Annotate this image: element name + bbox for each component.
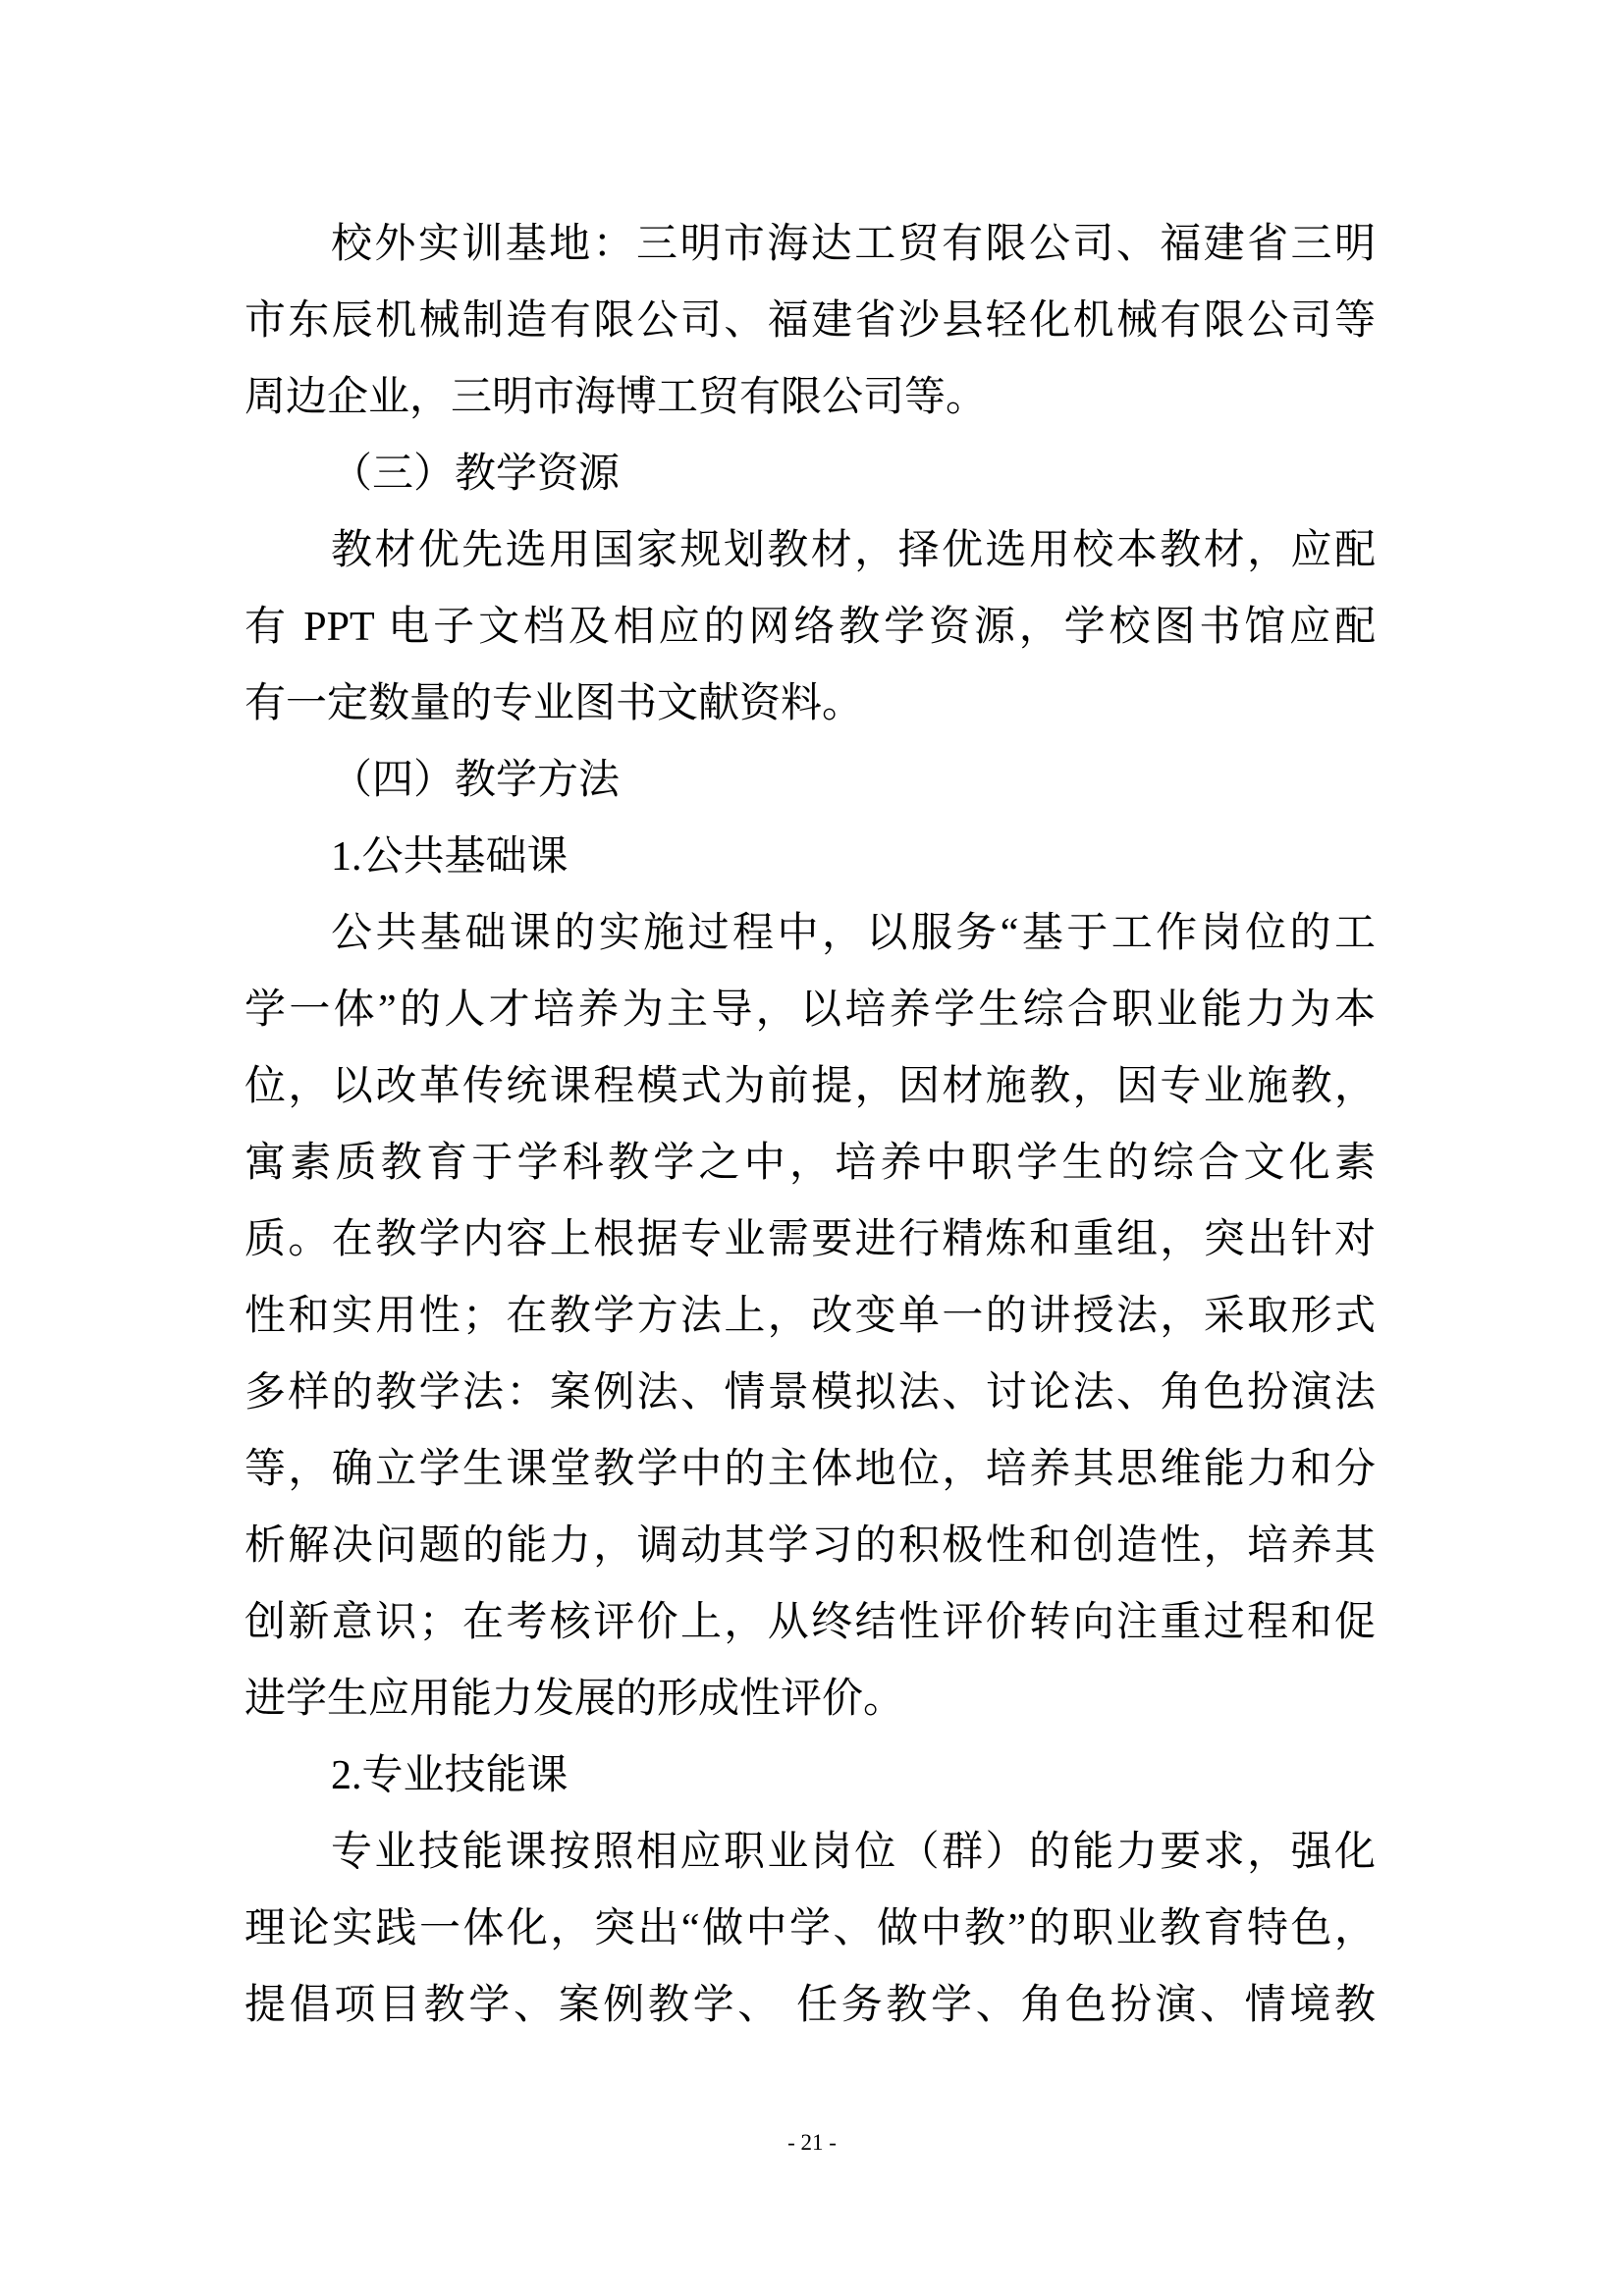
text-line: （三）教学资源 — [331, 452, 621, 497]
text-line: 学一体”的人才培养为主导，以培养学生综合职业能力为本 — [244, 988, 1376, 1033]
text-line: 寓素质教育于学科教学之中，培养中职学生的综合文化素 — [244, 1141, 1376, 1186]
text-line: 多样的教学法：案例法、情景模拟法、讨论法、角色扮演法 — [244, 1370, 1376, 1415]
text-line: 性和实用性；在教学方法上，改变单一的讲授法，采取形式 — [244, 1294, 1376, 1339]
text-line: 专业技能课按照相应职业岗位（群）的能力要求，强化 — [331, 1830, 1376, 1875]
text-line: 进学生应用能力发展的形成性评价。 — [244, 1677, 905, 1722]
text-line: 析解决问题的能力，调动其学习的积极性和创造性，培养其 — [244, 1523, 1376, 1569]
text-line: 1.公共基础课 — [331, 834, 568, 880]
text-line: 校外实训基地：三明市海达工贸有限公司、福建省三明 — [331, 222, 1376, 267]
text-line: 质。在教学内容上根据专业需要进行精炼和重组，突出针对 — [244, 1217, 1376, 1262]
text-line: 2.专业技能课 — [331, 1753, 568, 1798]
text-line: 有一定数量的专业图书文献资料。 — [244, 681, 864, 726]
text-line: 提倡项目教学、案例教学、 任务教学、角色扮演、情境教 — [244, 1983, 1376, 2028]
text-line: 公共基础课的实施过程中，以服务“基于工作岗位的工 — [331, 911, 1376, 956]
text-line: 等，确立学生课堂教学中的主体地位，培养其思维能力和分 — [244, 1447, 1376, 1492]
text-line: 有 PPT 电子文档及相应的网络教学资源，学校图书馆应配 — [244, 605, 1376, 650]
text-line: 市东辰机械制造有限公司、福建省沙县轻化机械有限公司等 — [244, 298, 1376, 344]
text-line: 位，以改革传统课程模式为前提，因材施教，因专业施教， — [244, 1064, 1376, 1109]
text-line: 理论实践一体化，突出“做中学、做中教”的职业教育特色， — [244, 1906, 1376, 1951]
page-number: - 21 - — [787, 2130, 837, 2155]
text-line: 创新意识；在考核评价上，从终结性评价转向注重过程和促 — [244, 1600, 1376, 1645]
document-body — [244, 206, 1376, 2044]
text-line: （四）教学方法 — [331, 758, 621, 803]
text-line: 教材优先选用国家规划教材，择优选用校本教材，应配 — [331, 528, 1376, 573]
text-line: 周边企业，三明市海博工贸有限公司等。 — [244, 375, 988, 420]
